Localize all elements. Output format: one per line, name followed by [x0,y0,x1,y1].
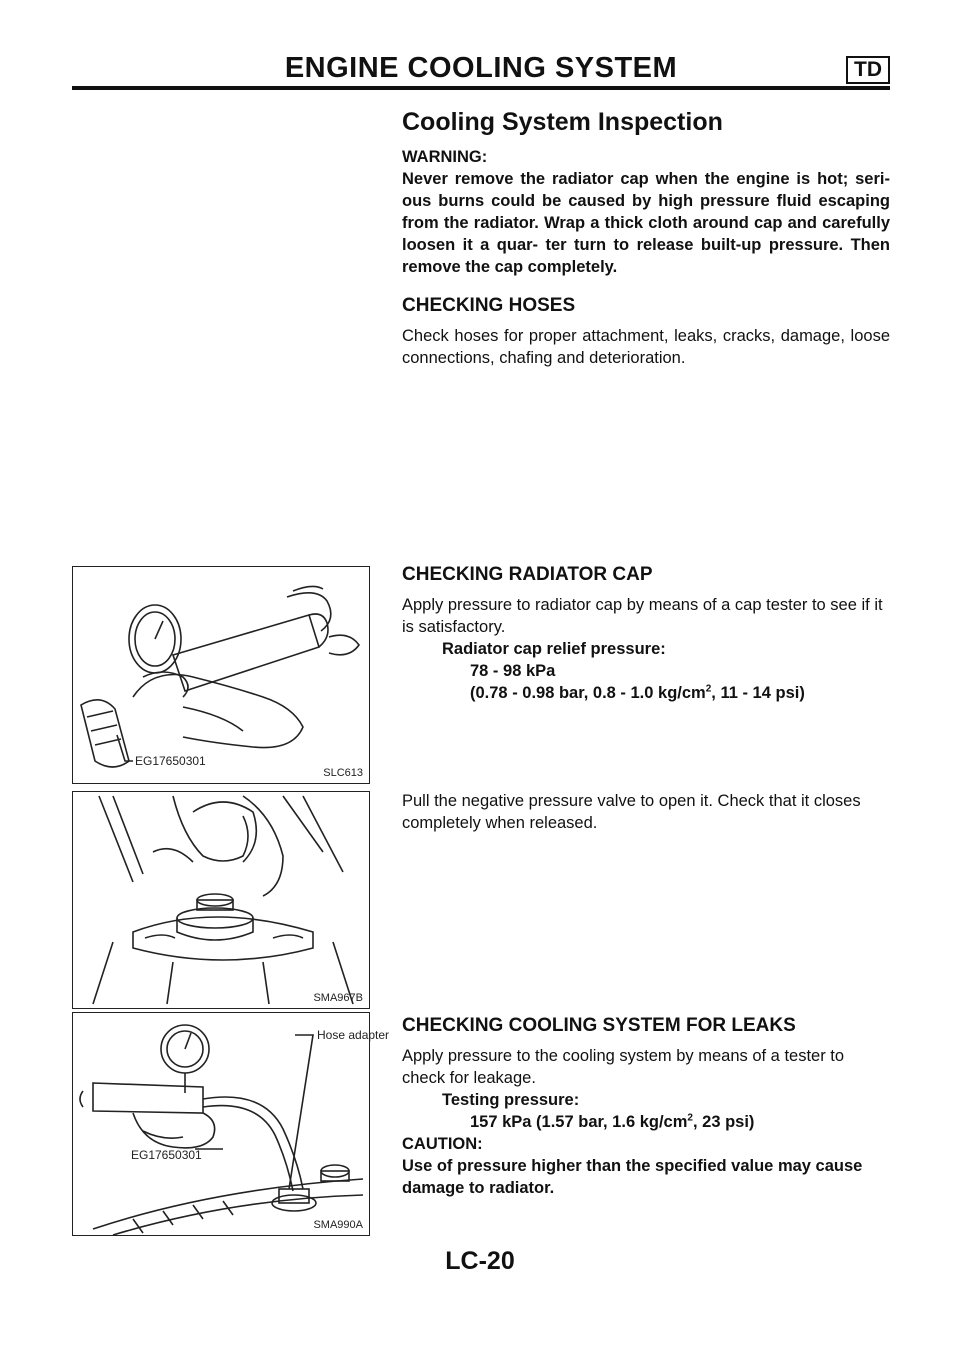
hoses-section [402,295,890,369]
warning-block [402,146,890,278]
leaks-text: Apply pressure to the cooling system by means of a tester to check for leakage. [402,1047,845,1087]
hoses-text: Check hoses for proper attachment, leaks, cracks, damage, loose connections, chafing and deterioration. [402,327,890,367]
figure-system-tester [72,1012,390,1236]
tool-number-label: EG17650301 [135,754,206,768]
figure-id: SLC613 [323,767,363,779]
cap-heading: CHECKING RADIATOR CAP [402,564,653,585]
header-title: ENGINE COOLING SYSTEM [284,52,678,84]
leaks-heading: CHECKING COOLING SYSTEM FOR LEAKS [402,1015,796,1036]
header-rule [72,86,890,90]
valve-section [402,790,890,834]
valve-text: Pull the negative pressure valve to open it. Check that it closes completely when released. [402,792,861,832]
model-badge: TD [846,56,890,84]
hoses-heading: CHECKING HOSES [402,295,576,316]
pressure-valve-illustration [73,792,369,1008]
caution-text: Use of pressure higher than the specified value may cause damage to radiator. [402,1157,863,1197]
caution-label: CAUTION: [402,1135,483,1153]
figure-id: SMA990A [313,1219,363,1231]
tool-number-label: EG17650301 [131,1148,202,1162]
system-tester-illustration [73,1013,390,1235]
page-number: LC-20 [445,1247,515,1275]
cap-text: Apply pressure to radiator cap by means of a cap tester to see if it is satisfactory. [402,596,883,636]
figure-cap-tester [72,566,370,784]
cap-section [402,564,890,704]
cap-spec-label: Radiator cap relief pressure: [442,640,666,658]
cap-tester-illustration [73,567,369,783]
leaks-spec-label: Testing pressure: [442,1091,580,1109]
figure-pressure-valve [72,791,370,1009]
cap-spec-value: 78 - 98 kPa [470,662,556,680]
leaks-spec-value: 157 kPa (1.57 bar, 1.6 $kg/cm^2$, 23 psi) [470,1112,755,1131]
hose-adapter-callout: Hose adapter [317,1028,390,1042]
cap-spec-detail: (0.78 - 0.98 bar, 0.8 - 1.0 $kg/cm^2$, 11 - 14 psi) [470,683,805,702]
warning-label: WARNING: [402,148,488,166]
section-title: Cooling System Inspection [402,108,723,136]
page-header [72,52,890,86]
figure-id: SMA967B [313,992,363,1004]
leaks-section [402,1015,890,1199]
warning-text: Never remove the radiator cap when the engine is hot; seri- ous burns could be caused by high pressure fluid escaping from the radiator. Wrap a thick cloth around cap and carefully loosen it a quar- ter turn to release built-up pressure. Then remove the cap completely. [402,170,890,276]
